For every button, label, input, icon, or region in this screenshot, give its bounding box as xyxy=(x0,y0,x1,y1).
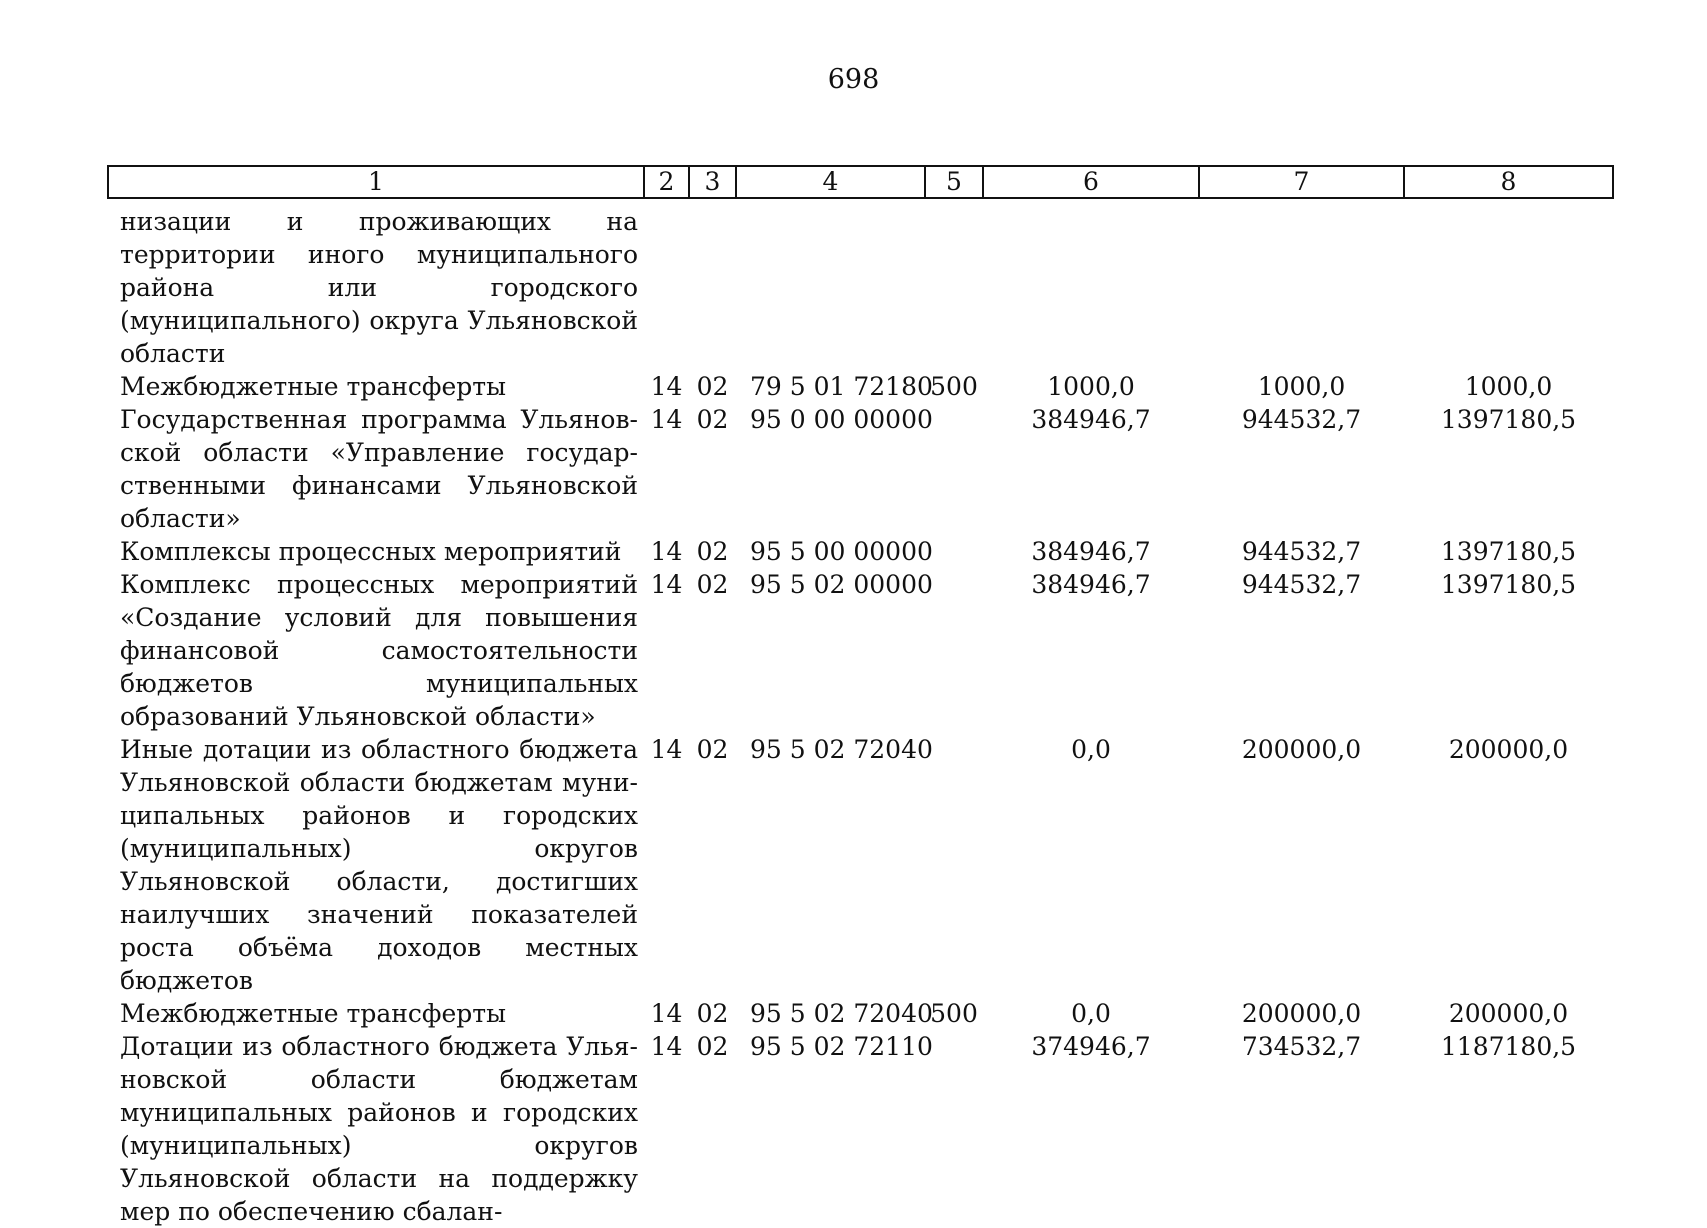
row-amount-col7 xyxy=(1199,198,1404,370)
row-name: Комплексы процессных мероприятий xyxy=(120,537,622,566)
row-amount-col7: 1000,0 xyxy=(1257,372,1346,401)
table-body xyxy=(108,198,1613,1228)
row-amount-col8 xyxy=(1404,198,1613,370)
row-expense-type: 500 xyxy=(930,999,978,1028)
row-target-code xyxy=(736,198,925,370)
row-section: 14 xyxy=(650,372,683,401)
table-row xyxy=(108,198,1613,370)
row-section: 14 xyxy=(650,537,683,566)
row-expense-type xyxy=(925,535,983,568)
row-name: низации и проживающих на территории иного муниципального района или городского (муниципального) округа Ульяновской области xyxy=(120,207,638,368)
budget-table xyxy=(107,165,1614,1228)
row-amount-col7: 200000,0 xyxy=(1241,735,1362,764)
row-amount-col8: 1397180,5 xyxy=(1440,405,1577,434)
row-section: 14 xyxy=(650,405,683,434)
header-col-3: 3 xyxy=(689,166,736,198)
row-target-code: 95 5 02 00000 xyxy=(750,570,933,599)
page-number: 698 xyxy=(827,64,880,95)
row-target-code: 95 0 00 00000 xyxy=(750,405,933,434)
table-row xyxy=(108,403,1613,535)
row-target-code: 95 5 02 72040 xyxy=(750,735,933,764)
row-amount-col8: 200000,0 xyxy=(1448,999,1569,1028)
row-name: Государственная программа Ульяновской области «Управление государственными финансами Ульяновской области» xyxy=(120,405,638,533)
row-expense-type xyxy=(925,198,983,370)
row-name: Межбюджетные трансферты xyxy=(120,999,507,1028)
row-amount-col6: 384946,7 xyxy=(1031,570,1151,599)
header-col-8: 8 xyxy=(1404,166,1613,198)
header-col-5: 5 xyxy=(925,166,983,198)
row-amount-col6 xyxy=(983,198,1199,370)
table-row xyxy=(108,733,1613,997)
row-section xyxy=(644,198,689,370)
row-name: Комплекс процессных мероприятий «Создание условий для повышения финансовой самостоятельности бюджетов муниципальных образований Ульяновской области» xyxy=(120,570,638,731)
row-amount-col6: 0,0 xyxy=(1071,999,1111,1028)
row-name: Дотации из областного бюджета Ульяновской области бюджетам муниципальных районов и городских (муниципальных) округов Ульяновской области на поддержку мер по обеспечению сбалан- xyxy=(120,1032,638,1226)
header-col-2: 2 xyxy=(644,166,689,198)
row-name: Иные дотации из областного бюджета Ульяновской области бюджетам муниципальных районов и городских (муниципальных) округов Ульяновской области, достигших наилучших значений показателей роста объёма доходов местных бюджетов xyxy=(120,735,638,995)
row-expense-type xyxy=(925,733,983,997)
row-amount-col8: 200000,0 xyxy=(1448,735,1569,764)
row-section: 14 xyxy=(650,570,683,599)
table-header xyxy=(108,166,1613,198)
table-row xyxy=(108,370,1613,403)
row-amount-col8: 1397180,5 xyxy=(1440,537,1577,566)
row-amount-col7: 944532,7 xyxy=(1241,570,1362,599)
row-subsection: 02 xyxy=(696,537,729,566)
table-row xyxy=(108,1030,1613,1228)
row-expense-type xyxy=(925,568,983,733)
row-subsection: 02 xyxy=(696,570,729,599)
row-amount-col8: 1000,0 xyxy=(1464,372,1553,401)
row-subsection: 02 xyxy=(696,372,729,401)
row-amount-col6: 384946,7 xyxy=(1031,537,1151,566)
row-section: 14 xyxy=(650,735,683,764)
row-subsection: 02 xyxy=(696,999,729,1028)
row-target-code: 95 5 02 72040 xyxy=(750,999,933,1028)
row-subsection: 02 xyxy=(696,735,729,764)
row-target-code: 95 5 02 72110 xyxy=(750,1032,933,1061)
header-row xyxy=(108,166,1613,198)
row-target-code: 95 5 00 00000 xyxy=(750,537,933,566)
row-amount-col7: 200000,0 xyxy=(1241,999,1362,1028)
row-amount-col6: 0,0 xyxy=(1071,735,1111,764)
row-amount-col7: 944532,7 xyxy=(1241,537,1362,566)
row-amount-col6: 1000,0 xyxy=(1047,372,1135,401)
header-col-7: 7 xyxy=(1199,166,1404,198)
row-amount-col7: 944532,7 xyxy=(1241,405,1362,434)
header-col-1: 1 xyxy=(108,166,644,198)
table-row xyxy=(108,535,1613,568)
header-col-6: 6 xyxy=(983,166,1199,198)
header-col-4: 4 xyxy=(736,166,925,198)
row-expense-type xyxy=(925,403,983,535)
row-subsection: 02 xyxy=(696,405,729,434)
row-amount-col6: 374946,7 xyxy=(1031,1032,1151,1061)
row-target-code: 79 5 01 72180 xyxy=(750,372,933,401)
row-amount-col8: 1187180,5 xyxy=(1440,1032,1577,1061)
row-amount-col6: 384946,7 xyxy=(1031,405,1151,434)
row-subsection xyxy=(689,198,736,370)
row-expense-type: 500 xyxy=(930,372,978,401)
table-row xyxy=(108,997,1613,1030)
row-section: 14 xyxy=(650,999,683,1028)
row-amount-col7: 734532,7 xyxy=(1241,1032,1362,1061)
row-subsection: 02 xyxy=(696,1032,729,1061)
table-row xyxy=(108,568,1613,733)
row-amount-col8: 1397180,5 xyxy=(1440,570,1577,599)
row-section: 14 xyxy=(650,1032,683,1061)
row-expense-type xyxy=(925,1030,983,1228)
row-name: Межбюджетные трансферты xyxy=(120,372,507,401)
